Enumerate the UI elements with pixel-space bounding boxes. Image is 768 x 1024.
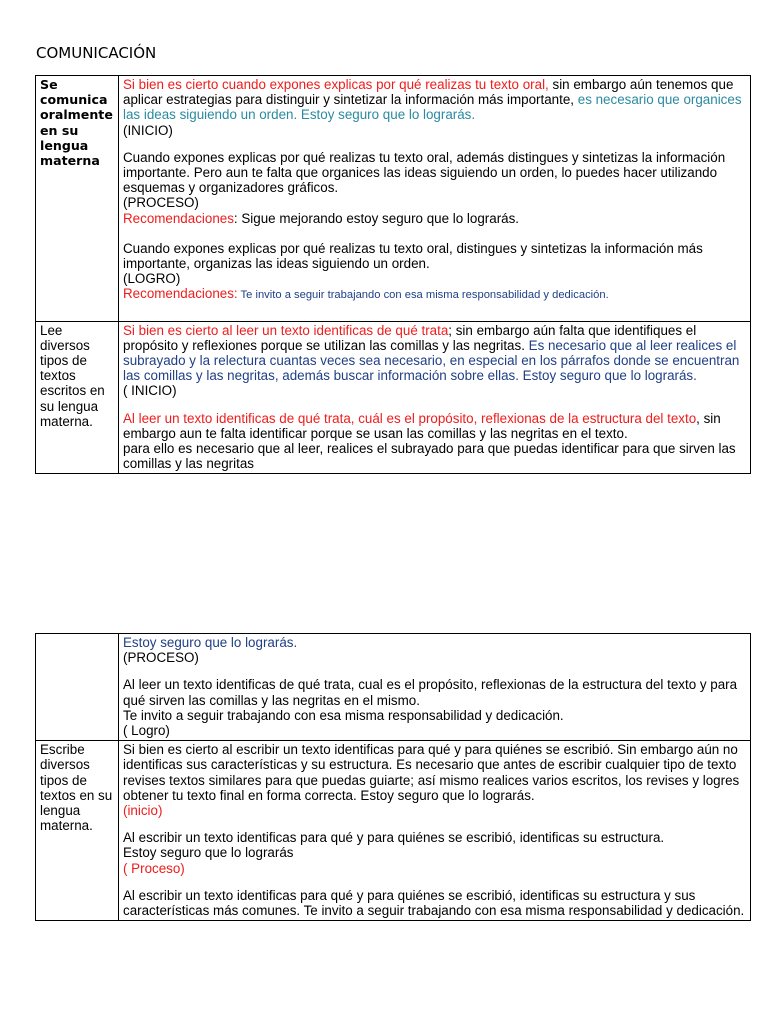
recommendation-logro: Recomendaciones: Te invito a seguir trabajando con esa misma responsabilidad y dedicación.: [123, 286, 609, 302]
feedback-logro: Al leer un texto identificas de qué trata, cual es el propósito, reflexionas de la estructura del texto y para qué sirven las comillas y las negritas en el mismo.: [123, 677, 738, 708]
level-tag-proceso: ( Proceso): [123, 860, 185, 876]
table-row: [36, 76, 751, 322]
feedback-logro: Al escribir un texto identificas para qué y para quiénes se escribió, identificas su estructura y sus características más comunes. Te invito a seguir trabajando con esa misma responsabilidad y dedicación.: [123, 887, 745, 919]
table-row: [36, 634, 751, 741]
level-tag-proceso: (PROCESO): [123, 650, 199, 666]
feedback-cell-reading-cont: [119, 634, 751, 741]
level-tag-proceso: (PROCESO): [123, 195, 199, 211]
feedback-proceso: Al escribir un texto identificas para qué y para quiénes se escribió, identificas su estructura.: [123, 830, 665, 846]
feedback-proceso-extra: para ello es necesario que al leer, realices el subrayado para que puedas identificar para que sirven las comillas y las negritas: [123, 441, 736, 472]
feedback-logro-2: Te invito a seguir trabajando con esa misma responsabilidad y dedicación.: [123, 707, 564, 723]
competency-table-1: [35, 75, 751, 474]
competency-label-oral: Se comunica oralmente en su lengua materna: [36, 76, 119, 322]
feedback-proceso: Al leer un texto identificas de qué trata, cuál es el propósito, reflexionas de la estructura del texto, sin embargo aun te falta identificar porque se usan las comillas y las negritas en el texto.: [123, 410, 721, 441]
feedback-logro: Cuando expones explicas por qué realizas tu texto oral, distingues y sintetizas la información más importante, organizas las ideas siguiendo un orden.: [123, 240, 703, 272]
feedback-inicio: Si bien es cierto cuando expones explicas por qué realizas tu texto oral, sin embargo aún tenemos que aplicar estrategias para distinguir y sintetizar la información más importante, es necesario que organices las ideas siguiendo un orden. Estoy seguro que lo lograrás.: [123, 77, 742, 123]
level-tag-inicio: (INICIO): [123, 122, 173, 138]
competency-label-writing: Escribe diversos tipos de textos en su lengua materna.: [36, 741, 119, 921]
feedback-proceso: Cuando expones explicas por qué realizas tu texto oral, además distingues y sintetizas la información importante. Pero aun te falta que organices las ideas siguiendo un orden, lo puedes hacer utilizando esquemas y organizadores gráficos.: [123, 149, 726, 196]
feedback-proceso-2: Estoy seguro que lo lograrás: [123, 845, 294, 861]
feedback-cell-reading: [119, 321, 751, 474]
competency-label-empty: [36, 634, 119, 741]
table-row: [36, 321, 751, 474]
competency-label-reading: Lee diversos tipos de textos escritos en su lengua materna.: [36, 321, 119, 474]
feedback-cell-writing: [119, 741, 751, 921]
recommendation-proceso: Recomendaciones: Sigue mejorando estoy seguro que lo lograrás.: [123, 210, 520, 226]
feedback-inicio: Si bien es cierto al leer un texto identificas de qué trata; sin embargo aún falta que identifiques el propósito y reflexiones porque se utilizan las comillas y las negritas. Es necesario que al leer realices el subrayado y la relectura cuantas veces sea necesario, en especial en los párrafos donde se encuentran las comillas y las negritas, además buscar información sobre ellas. Estoy seguro que lo lograrás.: [123, 322, 740, 384]
level-tag-inicio: ( INICIO): [123, 383, 177, 399]
level-tag-logro: (LOGRO): [123, 271, 181, 287]
feedback-cell-oral: [119, 76, 751, 322]
table-row: [36, 741, 751, 921]
feedback-inicio: Si bien es cierto al escribir un texto identificas para qué y para quiénes se escribió. Sin embargo aún no identificas sus características y su estructura. Es necesario que antes de escribir cualquier tipo de texto revises textos similares para que puedas guiarte; así mismo realices varios escritos, los revises y logres obtener tu texto final en forma correcta. Estoy seguro que lo lograrás.: [123, 742, 740, 803]
level-tag-logro: ( Logro): [123, 723, 170, 739]
feedback-proceso-cont: Estoy seguro que lo lograrás.: [123, 635, 298, 650]
competency-table-2: [35, 633, 751, 921]
level-tag-inicio: (inicio): [123, 803, 163, 819]
page-title: COMUNICACIÓN: [36, 44, 157, 62]
